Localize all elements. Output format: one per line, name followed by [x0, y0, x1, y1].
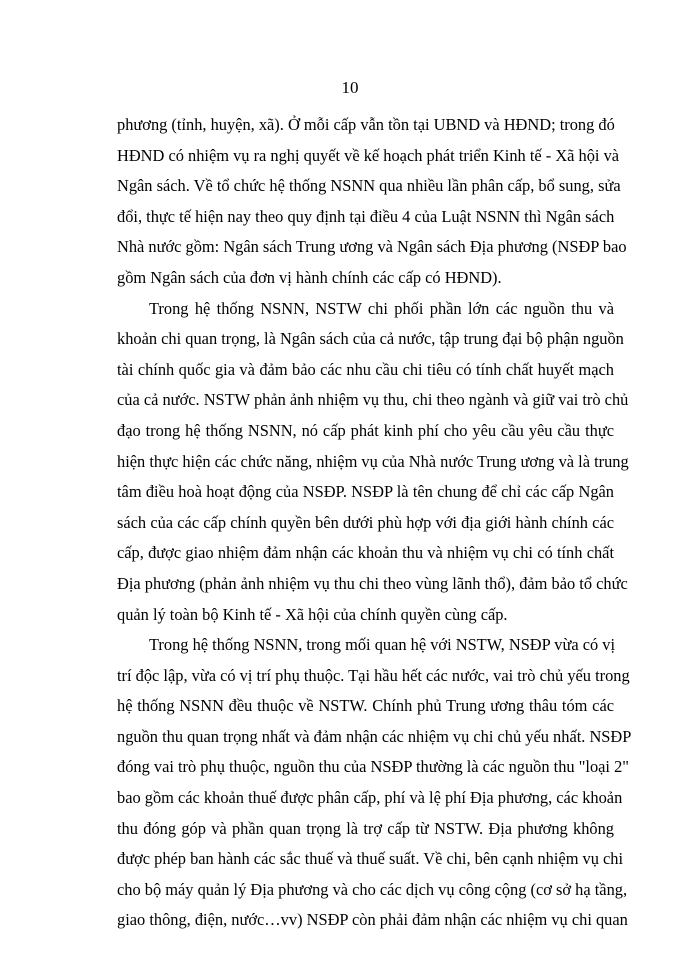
text-line: trí độc lập, vừa có vị trí phụ thuộc. Tại hầu hết các nước, vai trò chủ yếu trong	[117, 665, 630, 685]
paragraph	[117, 110, 627, 294]
text-line: cho bộ máy quản lý Địa phương và cho các dịch vụ công cộng (cơ sở hạ tầng,	[117, 879, 628, 899]
text-line: gồm Ngân sách của đơn vị hành chính các cấp có HĐND).	[117, 267, 502, 287]
text-line: tâm điều hoà hoạt động của NSĐP. NSĐP là tên chung để chỉ các cấp Ngân	[117, 482, 614, 502]
text-line: sách của các cấp chính quyền bên dưới phù hợp với địa giới hành chính các	[117, 512, 614, 532]
text-line: nguồn thu quan trọng nhất và đảm nhận các nhiệm vụ chi chủ yếu nhất. NSĐP	[117, 726, 632, 746]
text-line: tài chính quốc gia và đảm bảo các nhu cầu chi tiêu có tính chất huyết mạch	[117, 359, 614, 379]
text-line: giao thông, điện, nước…vv) NSĐP còn phải đảm nhận các nhiệm vụ chi quan	[117, 910, 628, 930]
paragraph	[117, 630, 632, 936]
paragraph	[117, 294, 629, 631]
text-line: bao gồm các khoản thuế được phân cấp, phí và lệ phí Địa phương, các khoản	[117, 788, 623, 808]
text-line: của cả nước. NSTW phản ảnh nhiệm vụ thu, chi theo ngành và giữ vai trò chủ	[117, 390, 629, 410]
text-line: đạo trong hệ thống NSNN, nó cấp phát kinh phí cho yêu cầu yêu cầu thực	[117, 420, 614, 440]
text-line: hiện thực hiện các chức năng, nhiệm vụ của Nhà nước Trung ương và là trung	[117, 451, 629, 471]
text-line: đóng vai trò phụ thuộc, nguồn thu của NSĐP thường là các nguồn thu "loại 2"	[117, 757, 629, 777]
text-line: phương (tỉnh, huyện, xã). Ở mỗi cấp vẫn tồn tại UBND và HĐND; trong đó	[117, 115, 615, 134]
text-line: Trong hệ thống NSNN, trong mối quan hệ với NSTW, NSĐP vừa có vị	[149, 635, 616, 655]
text-line: Nhà nước gồm: Ngân sách Trung ương và Ngân sách Địa phương (NSĐP bao	[117, 237, 627, 257]
page-number: 10	[341, 78, 359, 97]
text-line: cấp, được giao nhiệm đảm nhận các khoản thu và nhiệm vụ chi có tính chất	[117, 543, 614, 563]
text-line: HĐND có nhiệm vụ ra nghị quyết về kế hoạch phát triển Kinh tế - Xã hội và	[117, 145, 620, 165]
text-line: Địa phương (phản ảnh nhiệm vụ thu chi theo vùng lãnh thổ), đảm bảo tổ chức	[117, 573, 628, 593]
text-line: thu đóng góp và phần quan trọng là trợ cấp từ NSTW. Địa phương không	[117, 818, 614, 838]
text-line: được phép ban hành các sắc thuế và thuế suất. Về chi, bên cạnh nhiệm vụ chi	[117, 849, 624, 869]
text-line: hệ thống NSNN đều thuộc về NSTW. Chính phủ Trung ương thâu tóm các	[117, 696, 614, 716]
text-line: đổi, thực tế hiện nay theo quy định tại điều 4 của Luật NSNN thì Ngân sách	[117, 206, 615, 226]
document-body	[117, 110, 632, 936]
text-line: quản lý toàn bộ Kinh tế - Xã hội của chính quyền cùng cấp.	[117, 604, 508, 624]
text-line: Ngân sách. Về tổ chức hệ thống NSNN qua nhiều lần phân cấp, bổ sung, sửa	[117, 176, 621, 196]
text-line: khoản chi quan trọng, là Ngân sách của cả nước, tập trung đại bộ phận nguồn	[117, 329, 624, 349]
text-line: Trong hệ thống NSNN, NSTW chi phối phần lớn các nguồn thu và	[149, 298, 614, 318]
